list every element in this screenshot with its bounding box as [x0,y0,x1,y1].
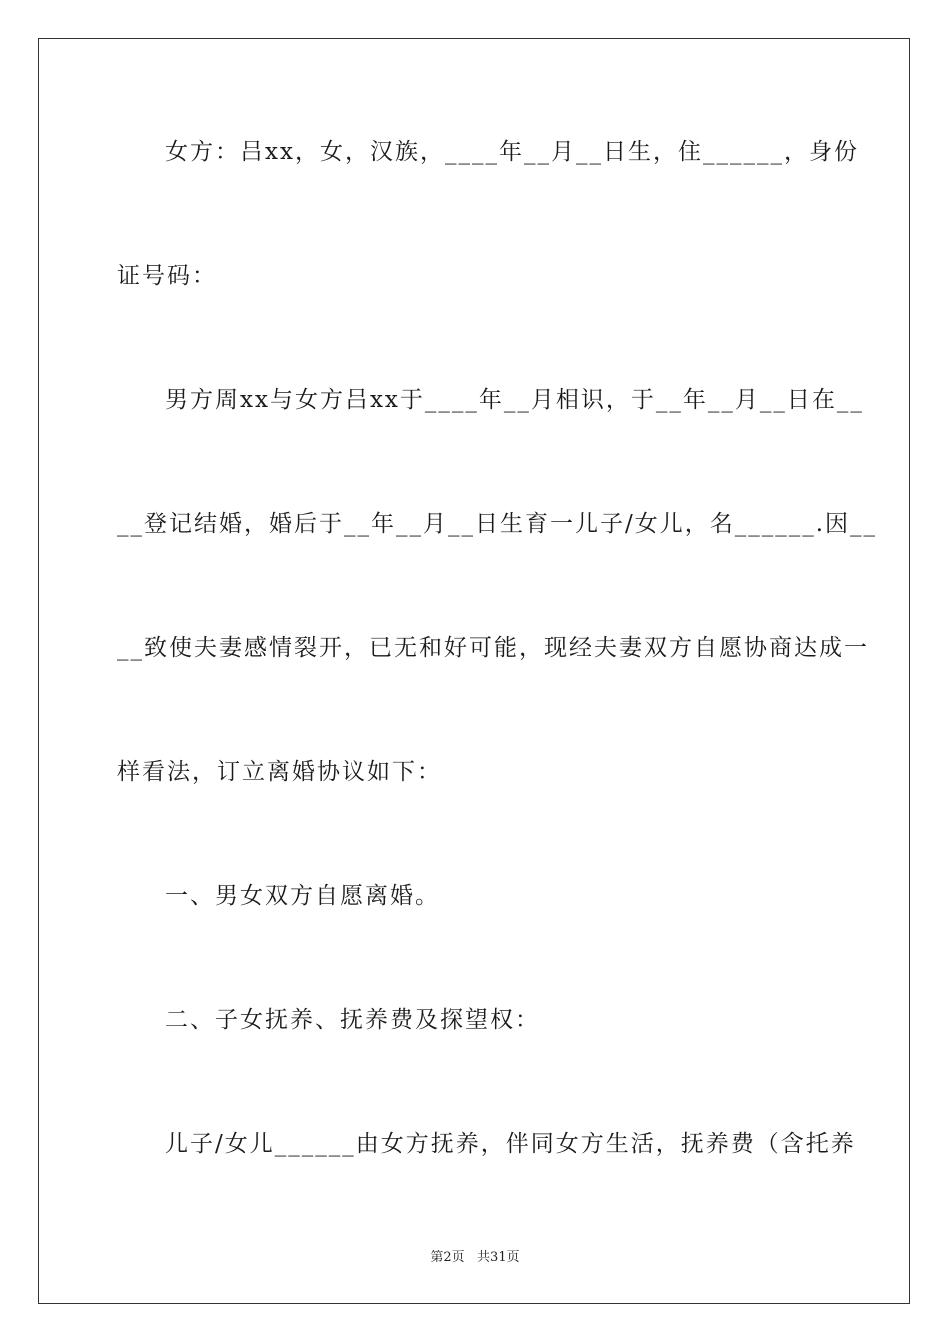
text-line-4: __登记结婚，婚后于__年__月__日生育一儿子/女儿，名______.因__ [117,511,878,537]
text-line-8: 二、子女抚养、抚养费及探望权： [165,1007,540,1033]
text-line-3: 男方周xx与女方吕xx于____年__月相识，于__年__月__日在__ [165,387,864,413]
page-number-footer: 第2页 共31页 [430,1250,520,1265]
text-line-2: 证号码： [117,263,217,289]
page-border [38,38,910,1304]
text-line-6: 样看法，订立离婚协议如下： [117,759,442,785]
text-line-9: 儿子/女儿______由女方抚养，伴同女方生活，抚养费（含托养 [165,1131,856,1157]
text-line-5: __致使夫妻感情裂开，已无和好可能，现经夫妻双方自愿协商达成一 [117,635,869,661]
text-line-7: 一、男女双方自愿离婚。 [165,883,440,909]
text-line-1: 女方：吕xx，女，汉族，____年__月__日生，住______，身份 [165,139,859,165]
